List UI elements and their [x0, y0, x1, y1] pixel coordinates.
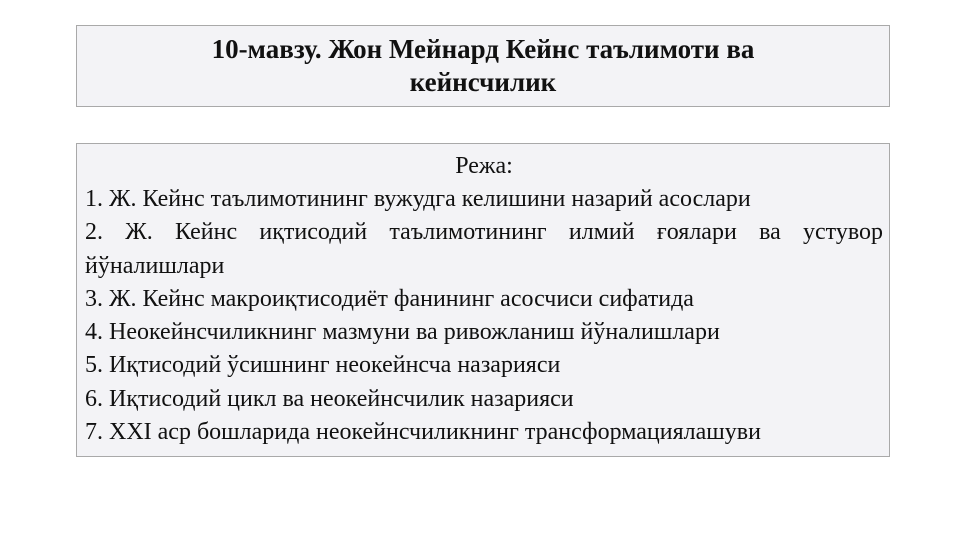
- plan-item-1: 1. Ж. Кейнс таълимотининг вужудга келишини назарий асослари: [85, 186, 751, 212]
- plan-item-2: 2. Ж. Кейнс иқтисодий таълимотининг илмий ғоялари ва устувор йўналишлари: [85, 219, 883, 279]
- plan-item-4: 4. Неокейнсчиликнинг мазмуни ва ривожланиш йўналишлари: [85, 319, 720, 346]
- plan-item-7: 7. XXI аср бошларида неокейнсчиликнинг трансформациялашуви: [85, 419, 761, 446]
- plan-list: [85, 183, 883, 449]
- plan-item-3: 3. Ж. Кейнс макроиқтисодиёт фанининг асосчиси сифатида: [85, 285, 694, 312]
- plan-heading: Режа:: [455, 153, 513, 179]
- slide-title: 10-мавзу. Жон Мейнард Кейнс таълимоти ва кейнсчилик: [211, 34, 755, 97]
- plan-item-6: 6. Иқтисодий цикл ва неокейнсчилик назарияси: [85, 385, 574, 412]
- plan-item-5: 5. Иқтисодий ўсишнинг неокейнсча назарияси: [85, 352, 561, 379]
- plan-box: [76, 143, 890, 457]
- title-box: [76, 25, 890, 107]
